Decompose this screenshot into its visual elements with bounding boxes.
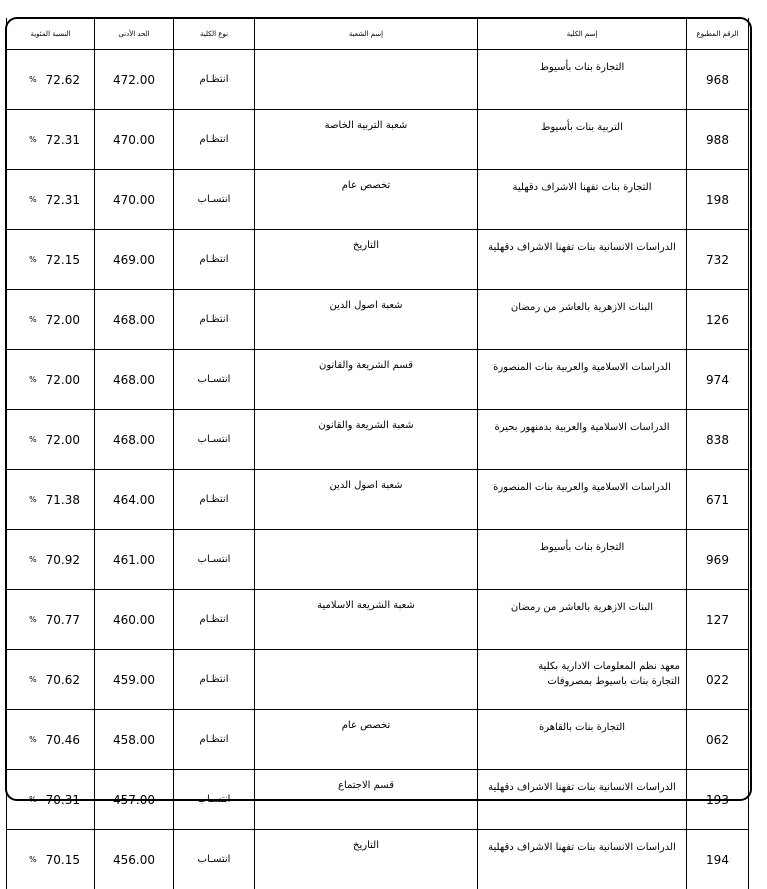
- cell-percentage: [7, 770, 95, 830]
- cell-branch-name: شعبة اصول الدين: [255, 290, 478, 350]
- cell-min-score: 460.00: [95, 590, 174, 650]
- percent-sign: %: [29, 375, 37, 384]
- percentage-value: 72.00: [46, 433, 80, 447]
- percentage-value: 70.31: [46, 793, 80, 807]
- table-row: [7, 410, 749, 470]
- cell-code: 671: [687, 470, 749, 530]
- cell-college-name: الدراسات الانسانية بنات تفهنا الاشراف دقهلية: [478, 770, 687, 830]
- percent-sign: %: [29, 555, 37, 564]
- header-college-name: إسم الكلية: [478, 18, 687, 50]
- percent-sign: %: [29, 795, 37, 804]
- table-row: [7, 110, 749, 170]
- cell-percentage: [7, 50, 95, 110]
- percentage-value: 72.62: [46, 73, 80, 87]
- percentage-value: 72.31: [46, 193, 80, 207]
- cell-code: 022: [687, 650, 749, 710]
- cell-college-type: انتظـام: [174, 50, 255, 110]
- percent-sign: %: [29, 855, 37, 864]
- cell-min-score: 468.00: [95, 410, 174, 470]
- cell-branch-name: [255, 650, 478, 710]
- cell-min-score: 469.00: [95, 230, 174, 290]
- header-min-score: الحد الأدنى: [95, 18, 174, 50]
- cell-branch-name: شعبة الشريعة الاسلامية: [255, 590, 478, 650]
- cell-college-name: البنات الازهرية بالعاشر من رمضان: [478, 290, 687, 350]
- cell-code: 193: [687, 770, 749, 830]
- cell-percentage: [7, 530, 95, 590]
- cell-college-name: الدراسات الاسلامية والعربية بنات المنصورة: [478, 470, 687, 530]
- percentage-value: 71.38: [46, 493, 80, 507]
- cell-percentage: [7, 830, 95, 889]
- cell-branch-name: شعبة الشريعة والقانون: [255, 410, 478, 470]
- cell-college-name: التجارة بنات تفهنا الاشراف دقهلية: [478, 170, 687, 230]
- cell-code: 127: [687, 590, 749, 650]
- cell-min-score: 461.00: [95, 530, 174, 590]
- cell-college-name: الدراسات الانسانية بنات تفهنا الاشراف دقهلية: [478, 830, 687, 889]
- table-row: [7, 590, 749, 650]
- table-row: [7, 50, 749, 110]
- percentage-value: 70.92: [46, 553, 80, 567]
- percent-sign: %: [29, 495, 37, 504]
- percentage-value: 72.00: [46, 313, 80, 327]
- results-table: [6, 18, 749, 889]
- cell-code: 838: [687, 410, 749, 470]
- table-row: [7, 170, 749, 230]
- cell-college-type: انتسـاب: [174, 770, 255, 830]
- cell-code: 126: [687, 290, 749, 350]
- cell-branch-name: تخصص عام: [255, 710, 478, 770]
- cell-min-score: 468.00: [95, 290, 174, 350]
- percent-sign: %: [29, 615, 37, 624]
- cell-min-score: 458.00: [95, 710, 174, 770]
- cell-college-type: انتظـام: [174, 650, 255, 710]
- cell-percentage: [7, 410, 95, 470]
- table-row: [7, 530, 749, 590]
- table-row: [7, 290, 749, 350]
- percent-sign: %: [29, 735, 37, 744]
- cell-min-score: 464.00: [95, 470, 174, 530]
- table-row: [7, 650, 749, 710]
- cell-percentage: [7, 230, 95, 290]
- cell-min-score: 468.00: [95, 350, 174, 410]
- table-row: [7, 470, 749, 530]
- cell-percentage: [7, 710, 95, 770]
- percent-sign: %: [29, 135, 37, 144]
- cell-percentage: [7, 350, 95, 410]
- cell-college-type: انتسـاب: [174, 830, 255, 889]
- cell-min-score: 470.00: [95, 110, 174, 170]
- cell-branch-name: التاريخ: [255, 230, 478, 290]
- cell-code: 988: [687, 110, 749, 170]
- percentage-value: 70.77: [46, 613, 80, 627]
- percentage-value: 72.31: [46, 133, 80, 147]
- cell-branch-name: [255, 530, 478, 590]
- cell-min-score: 470.00: [95, 170, 174, 230]
- cell-college-type: انتسـاب: [174, 350, 255, 410]
- cell-min-score: 459.00: [95, 650, 174, 710]
- cell-code: 968: [687, 50, 749, 110]
- cell-percentage: [7, 110, 95, 170]
- cell-branch-name: التاريخ: [255, 830, 478, 889]
- cell-code: 732: [687, 230, 749, 290]
- percent-sign: %: [29, 315, 37, 324]
- cell-code: 062: [687, 710, 749, 770]
- percentage-value: 70.62: [46, 673, 80, 687]
- cell-college-name: التجارة بنات بأسيوط: [478, 530, 687, 590]
- percent-sign: %: [29, 195, 37, 204]
- percent-sign: %: [29, 255, 37, 264]
- header-college-type: نوع الكلية: [174, 18, 255, 50]
- cell-min-score: 472.00: [95, 50, 174, 110]
- cell-college-name: الدراسات الاسلامية والعربية بدمنهور بحيرة: [478, 410, 687, 470]
- cell-college-name: التجارة بنات بأسيوط: [478, 50, 687, 110]
- cell-college-type: انتظـام: [174, 470, 255, 530]
- cell-branch-name: تخصص عام: [255, 170, 478, 230]
- header-percentage: النسبة المئوية: [7, 18, 95, 50]
- cell-college-type: انتظـام: [174, 230, 255, 290]
- percentage-value: 72.00: [46, 373, 80, 387]
- cell-percentage: [7, 590, 95, 650]
- cell-branch-name: قسم الشريعة والقانون: [255, 350, 478, 410]
- cell-college-type: انتظـام: [174, 710, 255, 770]
- percent-sign: %: [29, 75, 37, 84]
- table-row: [7, 770, 749, 830]
- percentage-value: 70.46: [46, 733, 80, 747]
- cell-percentage: [7, 470, 95, 530]
- cell-college-name: التربية بنات بأسيوط: [478, 110, 687, 170]
- cell-college-name: البنات الازهرية بالعاشر من رمضان: [478, 590, 687, 650]
- cell-college-name: التجارة بنات بالقاهرة: [478, 710, 687, 770]
- header-branch-name: إسم الشعبة: [255, 18, 478, 50]
- cell-percentage: [7, 290, 95, 350]
- cell-college-type: انتسـاب: [174, 170, 255, 230]
- cell-branch-name: شعبة التربية الخاصة: [255, 110, 478, 170]
- table-row: [7, 230, 749, 290]
- percentage-value: 72.15: [46, 253, 80, 267]
- cell-college-name: الدراسات الانسانية بنات تفهنا الاشراف دقهلية: [478, 230, 687, 290]
- header-code: الرقم المطبوع: [687, 18, 749, 50]
- cell-college-name: الدراسات الاسلامية والعربية بنات المنصورة: [478, 350, 687, 410]
- cell-college-name: معهد نظم المعلومات الادارية بكلية التجارة بنات باسيوط بمصروفات: [478, 650, 687, 710]
- percentage-value: 70.15: [46, 853, 80, 867]
- cell-college-type: انتسـاب: [174, 410, 255, 470]
- cell-branch-name: قسم الاجتماع: [255, 770, 478, 830]
- cell-min-score: 457.00: [95, 770, 174, 830]
- cell-percentage: [7, 170, 95, 230]
- cell-code: 969: [687, 530, 749, 590]
- table-row: [7, 350, 749, 410]
- cell-branch-name: شعبة اصول الدين: [255, 470, 478, 530]
- header-row: [7, 18, 749, 50]
- cell-branch-name: [255, 50, 478, 110]
- cell-code: 198: [687, 170, 749, 230]
- cell-college-type: انتظـام: [174, 110, 255, 170]
- cell-code: 194: [687, 830, 749, 889]
- cell-college-type: انتظـام: [174, 590, 255, 650]
- cell-code: 974: [687, 350, 749, 410]
- cell-college-type: انتسـاب: [174, 530, 255, 590]
- cell-min-score: 456.00: [95, 830, 174, 889]
- table-row: [7, 710, 749, 770]
- cell-percentage: [7, 650, 95, 710]
- table-row: [7, 830, 749, 889]
- percent-sign: %: [29, 675, 37, 684]
- cell-college-type: انتظـام: [174, 290, 255, 350]
- percent-sign: %: [29, 435, 37, 444]
